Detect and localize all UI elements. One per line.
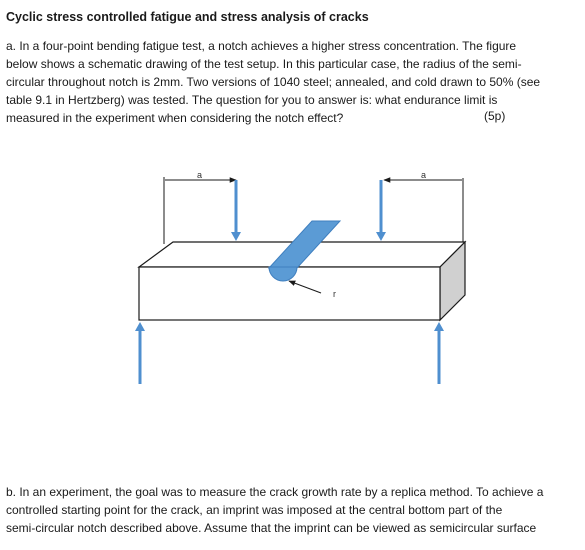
question-b xyxy=(6,483,578,537)
left-load-arrow xyxy=(231,180,241,241)
radius-label: r xyxy=(333,289,336,299)
points-value: (5p) xyxy=(484,109,506,123)
right-support-arrow xyxy=(434,322,444,384)
left-support-arrow xyxy=(135,322,145,384)
question-a-line: a. In a four-point bending fatigue test, a notch achieves a higher stress concentration. The figure xyxy=(6,39,517,53)
left-dimension-label: a xyxy=(197,170,203,180)
question-a-line: measured in the experiment when considering the notch effect? xyxy=(6,111,344,125)
question-a-line: table 9.1 in Hertzberg) was tested. The question for you to answer is: what endurance limit is xyxy=(6,93,498,107)
section-heading: Cyclic stress controlled fatigue and stress analysis of cracks xyxy=(6,10,369,24)
right-load-arrow xyxy=(376,180,386,241)
question-a-line: below shows a schematic drawing of the test setup. In this particular case, the radius of the semi- xyxy=(6,57,522,71)
question-b-line: b. In an experiment, the goal was to measure the crack growth rate by a replica method. To achieve a xyxy=(6,485,544,499)
question-a-line: circular throughout notch is 2mm. Two versions of 1040 steel; annealed, and cold drawn to 50% (see xyxy=(6,75,541,89)
question-b-line: controlled starting point for the crack, an imprint was imposed at the central bottom part of the xyxy=(6,503,503,517)
question-b-line: semi-circular notch described above. Assume that the imprint can be viewed as semicircular surface xyxy=(6,521,537,535)
right-dimension-label: a xyxy=(421,170,427,180)
